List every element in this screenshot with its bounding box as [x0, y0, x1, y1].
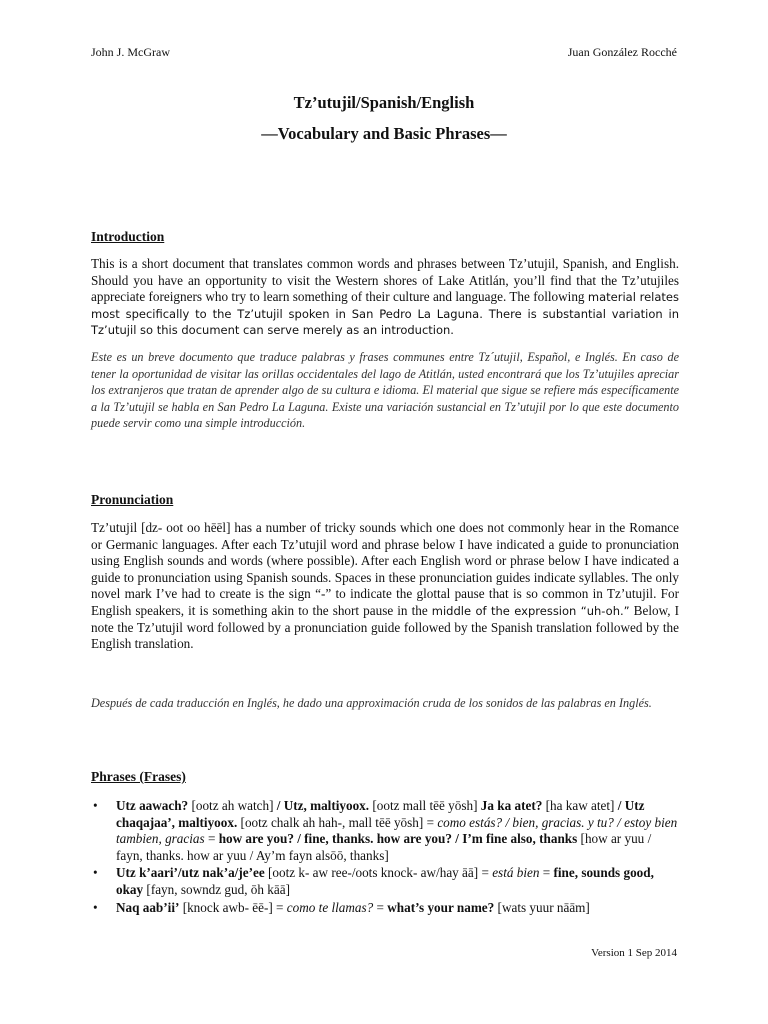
pronunciation-paragraph-english: [91, 520, 679, 653]
bullet-icon: •: [93, 865, 98, 881]
pronunciation-heading: Pronunciation: [91, 492, 174, 507]
phrases-list: [91, 798, 681, 917]
document-title: Tz’utujil/Spanish/English: [293, 93, 475, 112]
introduction-text-part-2: material relates most specifically to the Tz’utujil spoken in San Pedro La Laguna. There is substantial variation in Tz’utujil so this document can serve merely as an introduction.: [91, 290, 679, 338]
header-author-right: Juan González Rocché: [567, 45, 677, 59]
list-item: • Utz k’aari’/utz nak’a/je’ee [ootz k- aw ree-/oots knock- aw/hay āā] = está bien = fine, sounds good, okay [fayn, sowndz gud, ōh kāā]: [93, 865, 654, 897]
pronunciation-text-part-4: Below, I note the Tz’utujil word followed by a pronunciation guide followed by the Spanish translation followed by the English translation.: [91, 602, 680, 652]
pronunciation-text-part-2: pause that is so common in Tz’utujil. For English speakers, it is something akin to the short pause in the: [91, 586, 679, 618]
bullet-icon: •: [93, 798, 98, 813]
version-footer: Version 1 Sep 2014: [591, 947, 677, 959]
bullet-icon: •: [93, 899, 98, 915]
list-item: • Utz aawach? [ootz ah watch] / Utz, maltiyoox. [ootz mall tēē yōsh] Ja ka atet? [ha kaw atet] / Utz chaqajaa’, maltiyoox. [ootz chalk ah hah-, mall tēē yōsh] = como estás? / bien, gracias. y tu? / estoy bien tambien, gracias = how are you? / fine, thanks. how are you? / I’m fine also, thanks [how ar yuu / fayn, thanks. how ar yuu / Ay’m fayn alsōō, thanks]: [93, 798, 678, 863]
introduction-heading: Introduction: [91, 229, 165, 244]
introduction-paragraph-spanish: Este es un breve documento que traduce palabras y frases communes entre Tz´utujil, Español, e Inglés. En caso de tener la oportunidad de visitar las orillas occidentales del lago de Atitlán, usted encontrará que los Tz’utujiles apreciar los extranjeros que tratan de aprender algo de su cultura e idioma. El material que sigue se refiere más específicamente a la Tz’utujil se habla en San Pedro La Laguna. Existe una variación sustancial en Tz’utujil por lo que este documento puede servir como una simple introducción.: [91, 350, 679, 430]
introduction-text-part-1: This is a short document that translates common words and phrases between Tz’utujil, Spanish, and English. Should you have an opportunity to visit the Western shores of Lake Atitlán, you’ll find that the Tz’utujiles appreciate foreigners who try to learn something of their culture and language. The following: [91, 256, 679, 305]
pronunciation-text-part-3: middle of the expression “uh-oh.”: [431, 603, 630, 618]
pronunciation-paragraph-spanish: Después de cada traducción en Inglés, he dado una approximación cruda de los sonidos de las palabras en Inglés.: [91, 696, 652, 710]
pronunciation-text-part-1: Tz’utujil [dz- oot oo hēēl] has a number of tricky sounds which one does not commonly hear in the Romance or Germanic languages. After each Tz’utujil word and phrase below I have indicated a guide to pronunciation using English sounds and words (where possible). After each English word or phrase below I have indicated a guide to pronunciation using Spanish sounds. Spaces in these pronunciation guides indicate syllables. The only novel mark I’ve had to create is the sign “-” to indicate the glottal: [91, 520, 679, 602]
list-item: • Naq aab’ii’ [knock awb- ēē-] = como te llamas? = what’s your name? [wats yuur nāām]: [93, 899, 590, 915]
header-author-left: John J. McGraw: [91, 45, 170, 59]
document-subtitle: —Vocabulary and Basic Phrases—: [261, 124, 507, 143]
introduction-paragraph-english: [91, 256, 679, 339]
phrases-heading: Phrases (Frases): [91, 769, 186, 784]
